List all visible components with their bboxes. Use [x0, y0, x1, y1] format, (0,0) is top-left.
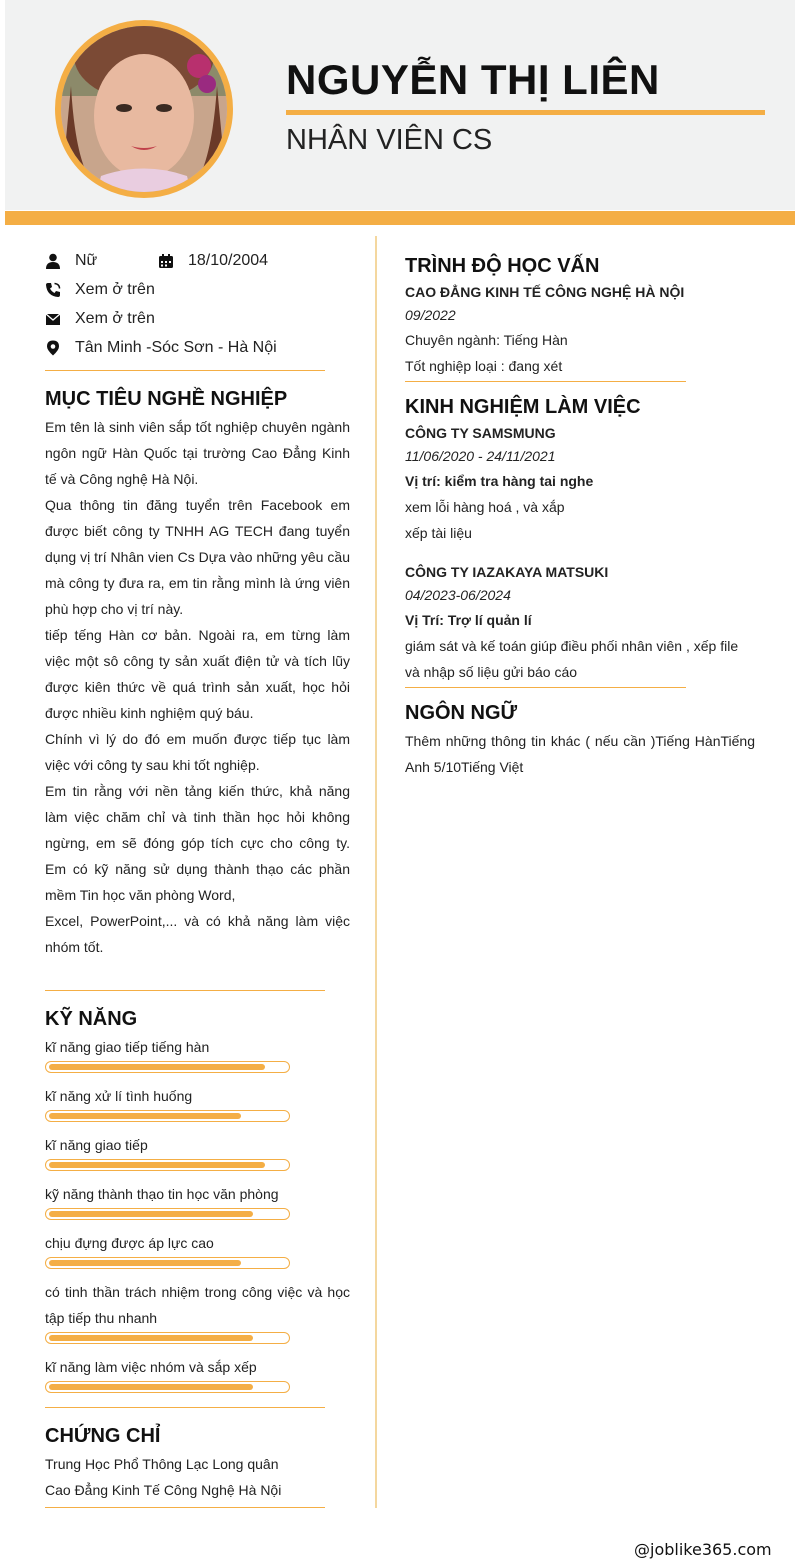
objective-paragraph: Chính vì lý do đó em muốn được tiếp tục làm việc với công ty sau khi tốt nghiệp. — [45, 731, 350, 773]
skill-bar — [45, 1381, 290, 1393]
phone-row — [45, 279, 345, 301]
skill-label: kĩ năng giao tiếp tiếng hàn — [45, 1039, 210, 1055]
skill-label: kĩ năng xử lí tình huống — [45, 1088, 193, 1104]
candidate-name: NGUYỄN THỊ LIÊN — [286, 56, 660, 103]
divider — [45, 370, 325, 371]
job-period: 11/06/2020 - 24/11/2021 — [405, 448, 556, 464]
job-position: Vị Trí: Trợ lí quản lí — [405, 612, 532, 628]
objective-text — [45, 414, 350, 960]
divider — [45, 1507, 325, 1508]
divider — [45, 1407, 325, 1408]
email-row — [45, 308, 345, 330]
gender-value: Nữ — [75, 252, 98, 269]
skill-bar-fill — [49, 1384, 253, 1390]
skill-bar — [45, 1332, 290, 1344]
watermark: @joblike365.com — [634, 1540, 772, 1559]
avatar-photo — [61, 26, 227, 192]
skill-bar — [45, 1061, 290, 1073]
calendar-icon — [158, 253, 174, 269]
job-period: 04/2023-06/2024 — [405, 587, 511, 603]
birthday-row — [158, 250, 358, 272]
skill-label: có tinh thần trách nhiệm trong công việc và học tập tiếp thu nhanh — [45, 1284, 350, 1326]
phone-value: Xem ở trên — [75, 281, 155, 298]
skill-label: kĩ năng làm việc nhóm và sắp xếp — [45, 1359, 257, 1375]
company-name: CÔNG TY IAZAKAYA MATSUKI — [405, 564, 609, 580]
objective-paragraph: Excel, PowerPoint,... và có khả năng làm việc nhóm tốt. — [45, 913, 350, 955]
job-description: giám sát và kế toán giúp điều phối nhân viên , xếp file và nhập số liệu gửi báo cáo — [405, 638, 739, 680]
objective-paragraph: Em tên là sinh viên sắp tốt nghiệp chuyên ngành ngôn ngữ Hàn Quốc tại trường Cao Đẳng Kinh tế và Công nghệ Hà Nội. — [45, 419, 350, 487]
education-heading: TRÌNH ĐỘ HỌC VẤN — [405, 255, 600, 277]
education-major: Chuyên ngành: Tiếng Hàn — [405, 332, 568, 348]
skill-label: kỹ năng thành thạo tin học văn phòng — [45, 1186, 279, 1202]
skill-bar — [45, 1208, 290, 1220]
skill-label: chịu đựng được áp lực cao — [45, 1235, 214, 1251]
skill-bar-fill — [49, 1260, 241, 1266]
objective-heading: MỤC TIÊU NGHỀ NGHIỆP — [45, 388, 288, 410]
education-grade: Tốt nghiệp loại : đang xét — [405, 358, 563, 374]
skill-bar-fill — [49, 1064, 265, 1070]
phone-icon — [45, 282, 61, 298]
education-date: 09/2022 — [405, 307, 456, 323]
job-position: Vị trí: kiểm tra hàng tai nghe — [405, 473, 594, 489]
skill-bar — [45, 1257, 290, 1269]
job-title: NHÂN VIÊN CS — [286, 124, 493, 156]
user-icon — [45, 253, 61, 269]
envelope-icon — [45, 311, 61, 327]
certificates-heading: CHỨNG CHỈ — [45, 1425, 161, 1447]
languages-heading: NGÔN NGỮ — [405, 702, 518, 724]
company-name: CÔNG TY SAMSMUNG — [405, 425, 556, 441]
objective-paragraph: Qua thông tin đăng tuyển trên Facebook em được biết công ty TNHH AG TECH đang tuyển dụng vị trí Nhân vien Cs Dựa vào những yêu cầu mà công ty đưa ra, em tin rằng mình là ứng viên phù hợp cho vị trí này. — [45, 497, 350, 617]
objective-paragraph: Em tin rằng với nền tảng kiến thức, khả năng làm việc chăm chỉ và tinh thần học hỏi không ngừng, em sẽ đóng góp tích cực cho công ty. Em có kỹ năng sử dụng thành thạo các phần mềm Tin học văn phòng Word, — [45, 783, 350, 903]
address-row — [45, 337, 365, 359]
email-value: Xem ở trên — [75, 310, 155, 327]
location-pin-icon — [45, 340, 61, 356]
header-accent-bar — [5, 211, 795, 225]
skills-heading: KỸ NĂNG — [45, 1008, 138, 1030]
divider — [405, 381, 686, 382]
name-underline — [286, 110, 765, 115]
divider — [405, 687, 686, 688]
column-divider — [375, 236, 377, 1508]
address-value: Tân Minh -Sóc Sơn - Hà Nội — [75, 339, 277, 356]
divider — [45, 990, 325, 991]
skill-bar-fill — [49, 1162, 265, 1168]
skill-bar-fill — [49, 1211, 253, 1217]
school-name: CAO ĐẲNG KINH TẾ CÔNG NGHỆ HÀ NỘI — [405, 284, 685, 300]
birthday-value: 18/10/2004 — [188, 252, 269, 269]
job-description: xem lỗi hàng hoá , và xắp — [405, 499, 565, 515]
experience-heading: KINH NGHIỆM LÀM VIỆC — [405, 396, 641, 418]
avatar — [55, 20, 233, 198]
skill-bar-fill — [49, 1335, 253, 1341]
certificate-item: Cao Đẳng Kinh Tế Công Nghệ Hà Nội — [45, 1482, 282, 1498]
skill-bar — [45, 1159, 290, 1171]
skill-bar — [45, 1110, 290, 1122]
objective-paragraph: tiếp tếng Hàn cơ bản. Ngoài ra, em từng làm việc một sô công ty sản xuất điện tử và tích lũy được kiên thức về quá trình sản xuất, học hỏi được nhiều kinh nghiệm quý báu. — [45, 627, 350, 721]
skill-bar-fill — [49, 1113, 241, 1119]
languages-text: Thêm những thông tin khác ( nếu cần )Tiếng HànTiếng Anh 5/10Tiếng Việt — [405, 733, 755, 775]
certificate-item: Trung Học Phổ Thông Lạc Long quân — [45, 1456, 279, 1472]
job-description: xếp tài liệu — [405, 525, 472, 541]
gender-row — [45, 250, 155, 272]
skill-label: kĩ năng giao tiếp — [45, 1137, 148, 1153]
